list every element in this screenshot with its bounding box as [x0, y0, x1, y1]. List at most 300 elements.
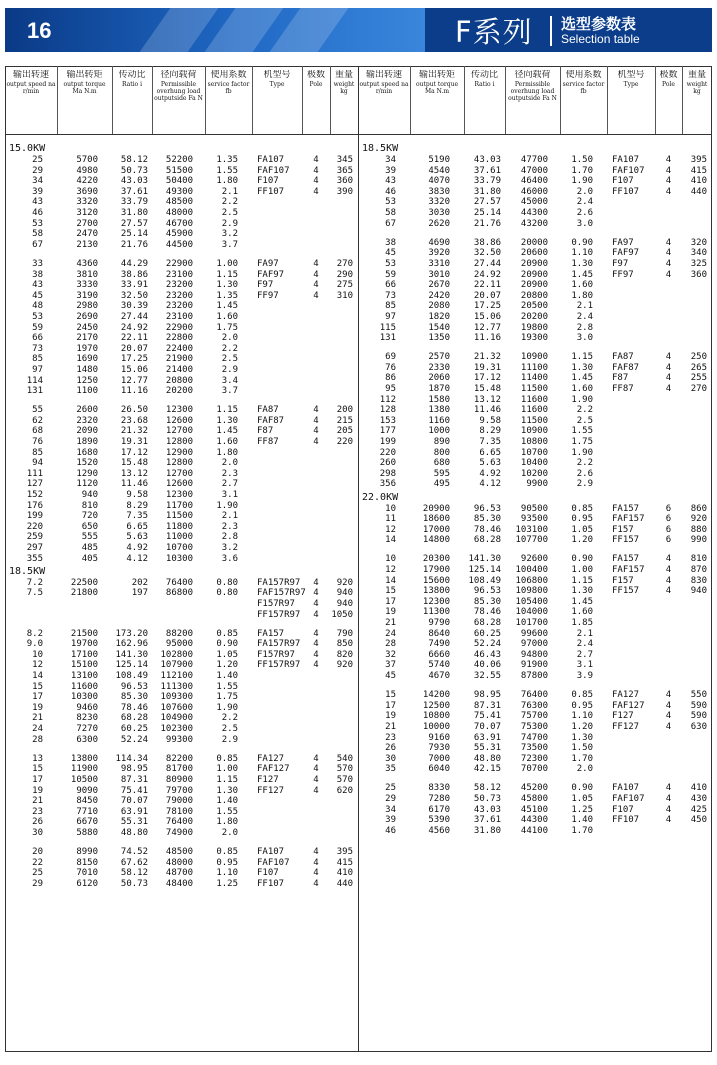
- ratio-cell: 43.03: [473, 155, 501, 165]
- output-speed-cell: 25: [32, 155, 43, 165]
- ratio-cell: 78.46: [120, 702, 148, 713]
- overhung-load-cell: 99300: [165, 734, 193, 745]
- service-factor-cell: 1.25: [571, 804, 593, 815]
- output-torque-cell: 3190: [76, 290, 98, 301]
- overhung-load-cell: 20600: [520, 248, 548, 259]
- overhung-load-cell: 105400: [515, 596, 548, 607]
- weight-cell: 250: [690, 352, 707, 363]
- output-torque-cell: 3830: [428, 186, 450, 197]
- output-speed-cell: 29: [385, 794, 396, 804]
- ratio-cell: 96.53: [473, 586, 501, 597]
- weight-cell: 365: [336, 165, 353, 176]
- column-header-cn: 输出转矩: [418, 70, 455, 80]
- output-torque-cell: 1290: [76, 468, 98, 479]
- weight-cell: 430: [690, 794, 707, 804]
- pole-cell: 4: [313, 878, 319, 889]
- output-speed-cell: 76: [385, 362, 396, 373]
- service-factor-cell: 2.5: [576, 415, 593, 426]
- model-type-cell: FAF97: [257, 269, 285, 280]
- service-factor-cell: 1.40: [216, 671, 238, 681]
- ratio-cell: 58.12: [120, 155, 148, 165]
- output-speed-cell: 97: [385, 311, 396, 322]
- column-header-en: weight kg: [333, 81, 355, 95]
- model-type-cell: FA157: [257, 628, 285, 639]
- ratio-cell: 74.52: [120, 847, 148, 857]
- overhung-load-cell: 20900: [520, 258, 548, 269]
- pole-cell: 4: [313, 598, 319, 609]
- service-factor-cell: 1.50: [571, 155, 593, 165]
- service-factor-cell: 0.90: [216, 639, 238, 650]
- overhung-load-cell: 81700: [165, 764, 193, 775]
- ratio-cell: 24.92: [120, 322, 148, 333]
- pole-cell: 4: [313, 857, 319, 868]
- weight-cell: 440: [336, 878, 353, 889]
- service-factor-cell: 2.2: [576, 405, 593, 416]
- model-type-cell: FA107: [257, 847, 285, 857]
- overhung-load-cell: 12300: [165, 405, 193, 416]
- output-torque-cell: 405: [81, 553, 98, 564]
- service-factor-cell: 1.85: [571, 618, 593, 628]
- output-speed-cell: 12: [385, 524, 396, 535]
- overhung-load-cell: 93500: [520, 514, 548, 525]
- overhung-load-cell: 12800: [165, 437, 193, 447]
- right-column-header: [608, 70, 654, 132]
- output-speed-cell: 34: [385, 804, 396, 815]
- overhung-load-cell: 45100: [520, 804, 548, 815]
- overhung-load-cell: 22900: [165, 258, 193, 269]
- left-column-header: [331, 70, 357, 132]
- pole-cell: 4: [665, 176, 672, 187]
- output-torque-cell: 1250: [76, 375, 98, 386]
- output-torque-cell: 800: [433, 447, 450, 458]
- service-factor-cell: 1.55: [571, 426, 593, 437]
- pole-cell: 6: [665, 535, 672, 546]
- overhung-load-cell: 45000: [520, 197, 548, 208]
- output-speed-cell: 53: [32, 218, 43, 229]
- output-torque-cell: 7000: [428, 753, 450, 764]
- service-factor-cell: 2.8: [221, 532, 238, 543]
- output-speed-cell: 19: [385, 711, 396, 722]
- service-factor-cell: 2.1: [576, 628, 593, 639]
- weight-cell: 325: [690, 258, 707, 269]
- pole-cell: 4: [665, 711, 672, 722]
- output-speed-cell: 48: [32, 301, 43, 312]
- output-torque-cell: 595: [433, 468, 450, 479]
- right-power-rating: 22.0KW: [362, 491, 399, 503]
- output-speed-cell: 23: [32, 806, 43, 817]
- overhung-load-cell: 107700: [515, 535, 548, 546]
- column-header-cn: 极数: [306, 70, 325, 80]
- service-factor-cell: 2.1: [221, 186, 238, 197]
- output-torque-cell: 1690: [76, 354, 98, 365]
- ratio-cell: 96.53: [473, 503, 501, 514]
- ratio-cell: 70.07: [120, 796, 148, 807]
- output-speed-cell: 46: [385, 825, 396, 836]
- weight-cell: 830: [690, 575, 707, 586]
- output-torque-cell: 650: [81, 521, 98, 532]
- output-torque-cell: 1160: [428, 415, 450, 426]
- column-header-cn: 传动比: [470, 70, 498, 80]
- weight-cell: 570: [336, 774, 353, 785]
- pole-cell: 6: [665, 514, 672, 525]
- output-torque-cell: 2690: [76, 311, 98, 322]
- overhung-load-cell: 46700: [165, 218, 193, 229]
- output-torque-cell: 14800: [422, 535, 450, 546]
- output-torque-cell: 20300: [422, 554, 450, 565]
- service-factor-cell: 2.1: [221, 511, 238, 522]
- output-torque-cell: 2420: [428, 290, 450, 301]
- service-factor-cell: 3.4: [221, 375, 238, 386]
- overhung-load-cell: 104900: [160, 713, 193, 724]
- output-torque-cell: 7930: [428, 743, 450, 754]
- overhung-load-cell: 92600: [520, 554, 548, 565]
- pole-cell: 4: [665, 269, 672, 280]
- right-column-header: [359, 70, 409, 132]
- ratio-cell: 48.80: [120, 827, 148, 838]
- service-factor-cell: 1.55: [216, 806, 238, 817]
- selection-table-title-en: Selection table: [561, 32, 640, 46]
- output-speed-cell: 38: [385, 237, 396, 248]
- output-speed-cell: 21: [32, 796, 43, 807]
- output-speed-cell: 30: [32, 827, 43, 838]
- overhung-load-cell: 74700: [520, 732, 548, 743]
- output-torque-cell: 1580: [428, 394, 450, 405]
- output-speed-cell: 356: [379, 479, 396, 490]
- weight-cell: 340: [690, 248, 707, 259]
- output-speed-cell: 59: [32, 322, 43, 333]
- service-factor-cell: 1.20: [571, 535, 593, 546]
- overhung-load-cell: 75700: [520, 711, 548, 722]
- weight-cell: 620: [336, 785, 353, 796]
- ratio-cell: 33.79: [120, 197, 148, 208]
- pole-cell: 4: [313, 774, 319, 785]
- overhung-load-cell: 101700: [515, 618, 548, 628]
- output-speed-cell: 62: [32, 415, 43, 426]
- output-speed-cell: 21: [385, 721, 396, 732]
- output-speed-cell: 85: [32, 354, 43, 365]
- output-speed-cell: 58: [32, 229, 43, 240]
- service-factor-cell: 1.45: [571, 596, 593, 607]
- overhung-load-cell: 11500: [165, 511, 193, 522]
- output-torque-cell: 680: [433, 458, 450, 469]
- ratio-cell: 11.16: [120, 386, 148, 397]
- output-speed-cell: 12: [385, 565, 396, 575]
- output-speed-cell: 24: [32, 724, 43, 734]
- output-speed-cell: 34: [32, 176, 43, 187]
- overhung-load-cell: 12300: [165, 490, 193, 500]
- output-torque-cell: 3330: [76, 280, 98, 291]
- service-factor-cell: 3.9: [576, 671, 593, 681]
- ratio-cell: 75.41: [120, 785, 148, 796]
- service-factor-cell: 0.95: [216, 857, 238, 868]
- column-header-en: Pole: [662, 81, 675, 88]
- overhung-load-cell: 76400: [165, 577, 193, 588]
- pole-cell: 4: [313, 868, 319, 879]
- column-header-cn: 径向载荷: [514, 70, 551, 80]
- overhung-load-cell: 22800: [165, 333, 193, 344]
- output-speed-cell: 97: [32, 364, 43, 375]
- pole-cell: 4: [313, 426, 319, 437]
- overhung-load-cell: 47000: [520, 165, 548, 176]
- column-header-en: Pole: [309, 81, 323, 88]
- output-torque-cell: 485: [81, 543, 98, 553]
- overhung-load-cell: 48000: [165, 208, 193, 218]
- overhung-load-cell: 12700: [165, 468, 193, 479]
- weight-cell: 570: [336, 764, 353, 775]
- ratio-cell: 22.11: [473, 280, 501, 291]
- output-torque-cell: 6170: [428, 804, 450, 815]
- ratio-cell: 4.92: [479, 468, 501, 479]
- ratio-cell: 55.31: [120, 817, 148, 828]
- ratio-cell: 114.34: [115, 753, 148, 764]
- model-type-cell: FAF127: [257, 764, 290, 775]
- output-torque-cell: 4690: [428, 237, 450, 248]
- model-type-cell: FF107: [612, 815, 640, 826]
- weight-cell: 550: [690, 690, 707, 701]
- column-header-en: output speed na r/min: [359, 81, 409, 95]
- output-torque-cell: 9160: [428, 732, 450, 743]
- model-type-cell: F107: [612, 804, 634, 815]
- output-torque-cell: 17100: [70, 649, 98, 660]
- model-type-cell: FAF97: [612, 248, 640, 259]
- output-speed-cell: 68: [32, 426, 43, 437]
- column-header-cn: 使用系数: [565, 70, 602, 80]
- output-speed-cell: 220: [379, 447, 396, 458]
- output-speed-cell: 115: [379, 322, 396, 333]
- weight-cell: 220: [336, 437, 353, 447]
- service-factor-cell: 2.6: [576, 468, 593, 479]
- weight-cell: 290: [336, 269, 353, 280]
- weight-cell: 630: [690, 721, 707, 732]
- overhung-load-cell: 11800: [165, 521, 193, 532]
- ratio-cell: 15.06: [120, 364, 148, 375]
- service-factor-cell: 2.5: [221, 724, 238, 734]
- pole-cell: 4: [313, 639, 319, 650]
- weight-cell: 200: [336, 405, 353, 416]
- ratio-cell: 96.53: [120, 681, 148, 692]
- ratio-cell: 11.16: [473, 333, 501, 344]
- output-speed-cell: 260: [379, 458, 396, 469]
- service-factor-cell: 0.80: [216, 577, 238, 588]
- pole-cell: 4: [665, 362, 672, 373]
- service-factor-cell: 3.6: [221, 553, 238, 564]
- output-speed-cell: 39: [385, 165, 396, 176]
- overhung-load-cell: 97000: [520, 639, 548, 650]
- left-column-header: [6, 70, 56, 132]
- pole-cell: 4: [313, 280, 319, 291]
- service-factor-cell: 1.15: [216, 774, 238, 785]
- ratio-cell: 67.62: [120, 857, 148, 868]
- service-factor-cell: 2.2: [576, 458, 593, 469]
- service-factor-cell: 1.30: [571, 362, 593, 373]
- left-column-header: [153, 70, 204, 132]
- output-torque-cell: 4670: [428, 671, 450, 681]
- output-torque-cell: 2980: [76, 301, 98, 312]
- overhung-load-cell: 44300: [520, 208, 548, 218]
- overhung-load-cell: 91900: [520, 660, 548, 671]
- service-factor-cell: 1.45: [216, 426, 238, 437]
- ratio-cell: 27.57: [473, 197, 501, 208]
- weight-cell: 410: [690, 783, 707, 794]
- column-header-en: Permissible overhung load outputside Fa N: [508, 81, 557, 102]
- overhung-load-cell: 10200: [520, 468, 548, 479]
- ratio-cell: 31.80: [473, 825, 501, 836]
- pole-cell: 4: [313, 847, 319, 857]
- overhung-load-cell: 78100: [165, 806, 193, 817]
- model-type-cell: F97: [612, 258, 629, 269]
- weight-cell: 395: [690, 155, 707, 165]
- overhung-load-cell: 109300: [160, 692, 193, 703]
- output-speed-cell: 220: [26, 521, 43, 532]
- ratio-cell: 50.73: [473, 794, 501, 804]
- output-speed-cell: 67: [32, 239, 43, 250]
- output-speed-cell: 43: [32, 197, 43, 208]
- output-torque-cell: 1380: [428, 405, 450, 416]
- ratio-cell: 58.12: [473, 783, 501, 794]
- pole-cell: 4: [665, 721, 672, 732]
- output-speed-cell: 22: [32, 857, 43, 868]
- output-torque-cell: 2470: [76, 229, 98, 240]
- output-speed-cell: 53: [385, 258, 396, 269]
- output-speed-cell: 19: [385, 607, 396, 618]
- ratio-cell: 31.80: [473, 186, 501, 197]
- output-speed-cell: 43: [32, 280, 43, 291]
- column-header-en: Type: [269, 81, 285, 88]
- overhung-load-cell: 21900: [165, 354, 193, 365]
- ratio-cell: 60.25: [120, 724, 148, 734]
- overhung-load-cell: 111300: [160, 681, 193, 692]
- output-torque-cell: 18600: [422, 514, 450, 525]
- model-type-cell: FAF107: [257, 165, 290, 176]
- service-factor-cell: 1.55: [216, 681, 238, 692]
- output-torque-cell: 4070: [428, 176, 450, 187]
- ratio-cell: 21.32: [473, 352, 501, 363]
- ratio-cell: 85.30: [473, 596, 501, 607]
- overhung-load-cell: 82200: [165, 753, 193, 764]
- model-type-cell: FA157R97: [257, 577, 301, 588]
- overhung-load-cell: 20900: [520, 269, 548, 280]
- right-column-header: [465, 70, 504, 132]
- output-torque-cell: 3810: [76, 269, 98, 280]
- overhung-load-cell: 109800: [515, 586, 548, 597]
- overhung-load-cell: 10400: [520, 458, 548, 469]
- weight-cell: 215: [336, 415, 353, 426]
- ratio-cell: 4.12: [479, 479, 501, 490]
- output-torque-cell: 5390: [428, 815, 450, 826]
- model-type-cell: FF157R97: [257, 660, 301, 671]
- overhung-load-cell: 20500: [520, 301, 548, 312]
- output-speed-cell: 46: [385, 186, 396, 197]
- ratio-cell: 32.50: [120, 290, 148, 301]
- ratio-cell: 63.91: [473, 732, 501, 743]
- weight-cell: 345: [336, 155, 353, 165]
- output-torque-cell: 2080: [428, 301, 450, 312]
- output-speed-cell: 15: [32, 681, 43, 692]
- ratio-cell: 25.14: [120, 229, 148, 240]
- pole-cell: 4: [665, 815, 672, 826]
- output-speed-cell: 43: [385, 176, 396, 187]
- output-torque-cell: 6300: [76, 734, 98, 745]
- output-torque-cell: 15600: [422, 575, 450, 586]
- output-speed-cell: 45: [32, 290, 43, 301]
- output-speed-cell: 112: [379, 394, 396, 405]
- output-speed-cell: 35: [385, 764, 396, 775]
- overhung-load-cell: 11500: [520, 415, 548, 426]
- model-type-cell: FA107: [612, 155, 640, 165]
- output-speed-cell: 21: [32, 713, 43, 724]
- service-factor-cell: 0.85: [216, 628, 238, 639]
- column-header-en: Type: [623, 81, 639, 88]
- column-header-en: weight kg: [686, 81, 708, 95]
- service-factor-cell: 0.90: [571, 783, 593, 794]
- service-factor-cell: 2.0: [221, 333, 238, 344]
- output-speed-cell: 199: [379, 437, 396, 447]
- weight-cell: 990: [690, 535, 707, 546]
- ratio-cell: 31.80: [120, 208, 148, 218]
- overhung-load-cell: 46000: [520, 186, 548, 197]
- output-torque-cell: 2320: [76, 415, 98, 426]
- weight-cell: 810: [690, 554, 707, 565]
- weight-cell: 410: [336, 868, 353, 879]
- output-speed-cell: 15: [385, 586, 396, 597]
- output-torque-cell: 2130: [76, 239, 98, 250]
- model-type-cell: FAF127: [612, 700, 645, 711]
- output-torque-cell: 17900: [422, 565, 450, 575]
- overhung-load-cell: 10300: [165, 553, 193, 564]
- ratio-cell: 197: [131, 588, 148, 599]
- output-speed-cell: 39: [385, 815, 396, 826]
- weight-cell: 415: [690, 165, 707, 176]
- overhung-load-cell: 11100: [520, 362, 548, 373]
- service-factor-cell: 1.30: [216, 280, 238, 291]
- service-factor-cell: 1.60: [571, 280, 593, 291]
- output-torque-cell: 8330: [428, 783, 450, 794]
- right-column-header: [411, 70, 463, 132]
- service-factor-cell: 0.80: [216, 588, 238, 599]
- ratio-cell: 40.06: [473, 660, 501, 671]
- service-factor-cell: 2.5: [221, 208, 238, 218]
- output-speed-cell: 15: [32, 764, 43, 775]
- ratio-cell: 33.79: [473, 176, 501, 187]
- service-factor-cell: 3.2: [221, 543, 238, 553]
- model-type-cell: F157R97: [257, 598, 295, 609]
- overhung-load-cell: 88200: [165, 628, 193, 639]
- service-factor-cell: 1.05: [571, 524, 593, 535]
- output-torque-cell: 2670: [428, 280, 450, 291]
- ratio-cell: 6.65: [479, 447, 501, 458]
- ratio-cell: 87.31: [120, 774, 148, 785]
- service-factor-cell: 1.60: [571, 384, 593, 394]
- weight-cell: 270: [690, 384, 707, 394]
- overhung-load-cell: 48000: [165, 857, 193, 868]
- column-header-en: output torque Ma N.m: [415, 81, 459, 95]
- ratio-cell: 8.29: [126, 500, 148, 511]
- overhung-load-cell: 12600: [165, 415, 193, 426]
- service-factor-cell: 2.2: [221, 713, 238, 724]
- service-factor-cell: 1.30: [216, 415, 238, 426]
- model-type-cell: FF107: [257, 878, 285, 889]
- model-type-cell: F87: [257, 426, 274, 437]
- service-factor-cell: 2.1: [576, 301, 593, 312]
- overhung-load-cell: 102800: [160, 649, 193, 660]
- output-speed-cell: 23: [385, 732, 396, 743]
- ratio-cell: 78.46: [473, 607, 501, 618]
- weight-cell: 205: [336, 426, 353, 437]
- weight-cell: 320: [690, 237, 707, 248]
- output-torque-cell: 1480: [76, 364, 98, 375]
- right-column-header: [656, 70, 681, 132]
- ratio-cell: 55.31: [473, 743, 501, 754]
